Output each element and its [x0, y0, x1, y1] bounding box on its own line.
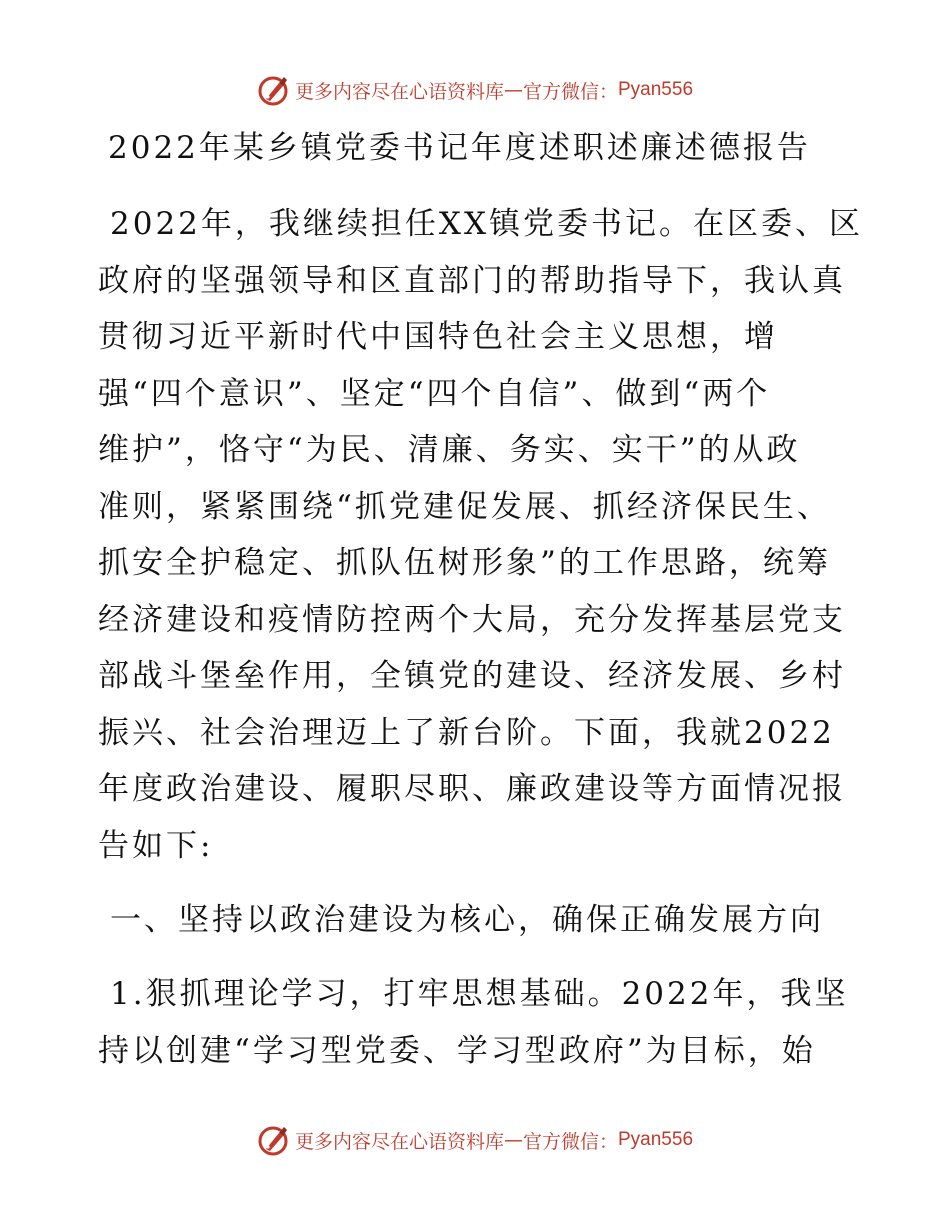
- watermark-text: 更多内容尽在心语资料库: [294, 80, 504, 103]
- text-line: 政府的坚强领导和区直部门的帮助指导下，我认真: [98, 262, 846, 299]
- text-line: 振兴、社会治理迈上了新台阶。下面，我就2022: [98, 714, 835, 751]
- watermark-label: 官方微信：: [522, 1130, 618, 1153]
- text-line: 抓安全护稳定、抓队伍树形象”的工作思路，统筹: [98, 545, 831, 581]
- text-line: 准则，紧紧围绕“抓党建促发展、抓经济保民生、: [98, 488, 831, 525]
- text-line: 1.狠抓理论学习，打牢思想基础。2022年，我坚: [110, 976, 849, 1012]
- watermark-label: 官方微信：: [522, 80, 618, 103]
- watermark-wechat-id: Pyan556: [618, 1129, 694, 1150]
- document-title: 2022年某乡镇党委书记年度述职述廉述德报告: [108, 130, 811, 166]
- section-paragraph: [98, 966, 858, 1079]
- text-line: 持以创建“学习型党委、学习型政府”为目标，始: [98, 1032, 816, 1069]
- section-heading: 一、坚持以政治建设为核心，确保正确发展方向: [110, 902, 824, 938]
- watermark-dash: —: [503, 1129, 523, 1151]
- pen-logo-icon: [257, 73, 291, 107]
- intro-paragraph: [98, 196, 864, 874]
- watermark-footer: [0, 1120, 950, 1160]
- watermark-header: [0, 70, 950, 110]
- watermark-dash: —: [503, 79, 523, 101]
- text-line: 经济建设和疫情防控两个大局，充分发挥基层党支: [98, 601, 846, 638]
- text-line: 2022年，我继续担任XX镇党委书记。在区委、区: [110, 206, 864, 242]
- text-line: 年度政治建设、履职尽职、廉政建设等方面情况报: [98, 771, 846, 807]
- text-line: 维护”，恪守“为民、清廉、务实、实干”的从政: [98, 432, 801, 468]
- text-line: 部战斗堡垒作用，全镇党的建设、经济发展、乡村: [98, 658, 846, 694]
- pen-logo-icon: [257, 1123, 291, 1157]
- watermark-text: 更多内容尽在心语资料库: [294, 1130, 504, 1153]
- text-line: 告如下:: [98, 827, 214, 864]
- text-line: 贯彻习近平新时代中国特色社会主义思想，增: [98, 319, 778, 355]
- text-line: 强“四个意识”、坚定“四个自信”、做到“两个: [98, 375, 771, 412]
- document-body: [98, 122, 864, 1079]
- watermark-wechat-id: Pyan556: [618, 79, 694, 100]
